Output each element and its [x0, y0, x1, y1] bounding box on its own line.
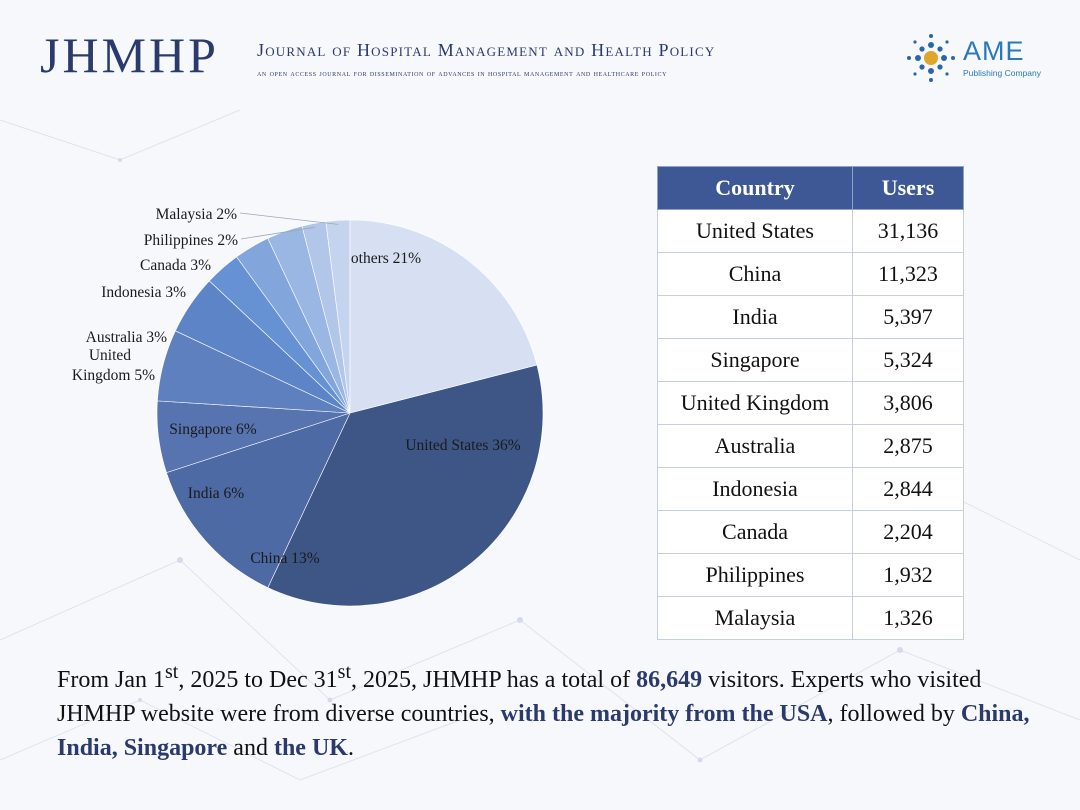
country-cell: China [658, 253, 853, 296]
country-cell: Philippines [658, 554, 853, 597]
slice-label-united-kingdom: United Kingdom 5% [71, 347, 155, 384]
table-row [658, 296, 964, 339]
users-cell: 5,397 [853, 296, 964, 339]
table-row [658, 554, 964, 597]
slice-label-india: India 6% [187, 485, 245, 502]
users-cell: 2,204 [853, 511, 964, 554]
summary-text: , 2025 to Dec 31 [178, 667, 338, 693]
publisher-subtitle: Publishing Company [963, 68, 1041, 78]
column-header-users: Users [853, 167, 964, 210]
journal-subtitle: an open access journal for dissemination of advances in hospital management and healthcare policy [257, 68, 668, 78]
users-cell: 2,875 [853, 425, 964, 468]
table-row [658, 210, 964, 253]
users-cell: 2,844 [853, 468, 964, 511]
users-cell: 1,326 [853, 597, 964, 640]
users-table [657, 166, 964, 640]
table-row [658, 339, 964, 382]
summary-highlight: with the majority from the USA [500, 701, 828, 727]
summary-text: visitors. Experts who visited JHMHP website were from diverse countries, [57, 667, 982, 727]
slice-label-canada: Canada 3% [139, 257, 211, 274]
summary-highlight: the UK [273, 735, 348, 761]
slice-label-singapore: Singapore 6% [169, 421, 257, 438]
summary-text: From Jan 1 [57, 667, 165, 693]
country-cell: Malaysia [658, 597, 853, 640]
summary-superscript: st [337, 661, 351, 683]
slice-label-indonesia: Indonesia 3% [101, 284, 186, 301]
country-cell: Australia [658, 425, 853, 468]
table-row [658, 511, 964, 554]
publisher-globe-icon [905, 32, 957, 84]
table-row [658, 597, 964, 640]
slice-label-philippines: Philippines 2% [143, 232, 238, 249]
slice-label-china: China 13% [250, 550, 320, 567]
users-cell: 3,806 [853, 382, 964, 425]
table-row [658, 253, 964, 296]
summary-paragraph [57, 655, 1047, 765]
summary-highlight: China, India, Singapore [57, 701, 1030, 761]
summary-text: . [347, 735, 354, 761]
slice-label-australia: Australia 3% [85, 329, 167, 346]
summary-superscript: st [165, 661, 179, 683]
country-cell: India [658, 296, 853, 339]
column-header-country: Country [658, 167, 853, 210]
table-header-row [658, 167, 964, 210]
country-cell: Canada [658, 511, 853, 554]
publisher-logo [905, 32, 1045, 84]
users-cell: 11,323 [853, 253, 964, 296]
country-cell: Indonesia [658, 468, 853, 511]
slice-label-united-states: United States 36% [405, 437, 521, 454]
journal-logo: JHMHP [40, 27, 219, 83]
journal-title: Journal of Hospital Management and Health Policy [257, 40, 716, 60]
table-row [658, 425, 964, 468]
summary-text: and [227, 735, 274, 761]
leader-line-malaysia [240, 213, 338, 224]
table-row [658, 468, 964, 511]
slice-label-malaysia: Malaysia 2% [155, 206, 237, 223]
country-cell: United States [658, 210, 853, 253]
slice-label-others: others 21% [350, 250, 422, 267]
users-cell: 1,932 [853, 554, 964, 597]
total-visitors: 86,649 [636, 667, 703, 693]
country-cell: Singapore [658, 339, 853, 382]
users-cell: 31,136 [853, 210, 964, 253]
summary-text: , followed by [827, 701, 961, 727]
pie-chart [0, 180, 620, 630]
country-cell: United Kingdom [658, 382, 853, 425]
users-cell: 5,324 [853, 339, 964, 382]
header [0, 0, 1080, 100]
publisher-name: AME [963, 36, 1025, 66]
table-row [658, 382, 964, 425]
summary-text: , 2025, JHMHP has a total of [351, 667, 637, 693]
